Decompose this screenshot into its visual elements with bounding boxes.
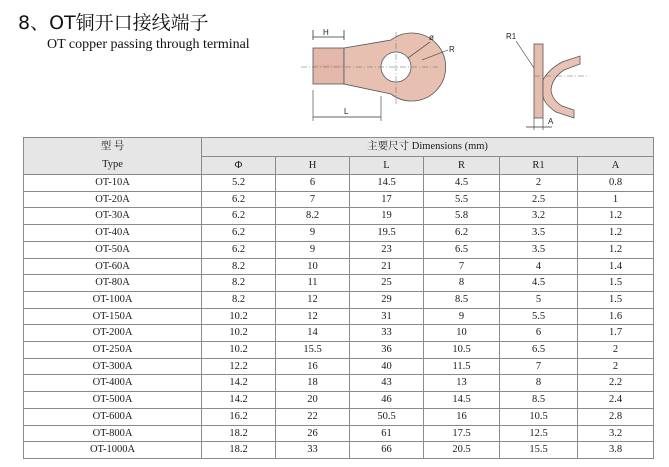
dim-label-r: R bbox=[449, 45, 455, 54]
value-cell: 2.2 bbox=[578, 375, 654, 392]
dim-label-r1: R1 bbox=[506, 32, 517, 41]
value-cell: 2.8 bbox=[578, 408, 654, 425]
value-cell: 8.5 bbox=[500, 392, 578, 409]
value-cell: 14.2 bbox=[202, 375, 276, 392]
value-cell: 10.5 bbox=[424, 342, 500, 359]
value-cell: 36 bbox=[350, 342, 424, 359]
value-cell: 33 bbox=[350, 325, 424, 342]
column-header-r1: R1 bbox=[500, 157, 578, 175]
value-cell: 21 bbox=[350, 258, 424, 275]
page-title-cn: 8、OT铜开口接线端子 bbox=[18, 12, 209, 34]
value-cell: 6.2 bbox=[424, 225, 500, 242]
column-header-h: H bbox=[276, 157, 350, 175]
type-cell: OT-600A bbox=[24, 408, 202, 425]
type-cell: OT-10A bbox=[24, 175, 202, 192]
value-cell: 2 bbox=[578, 342, 654, 359]
table-row bbox=[24, 425, 654, 442]
value-cell: 1.4 bbox=[578, 258, 654, 275]
value-cell: 19.5 bbox=[350, 225, 424, 242]
value-cell: 8.2 bbox=[202, 258, 276, 275]
table-row bbox=[24, 175, 654, 192]
value-cell: 4.5 bbox=[424, 175, 500, 192]
value-cell: 8.2 bbox=[202, 291, 276, 308]
value-cell: 1.5 bbox=[578, 291, 654, 308]
type-cell: OT-60A bbox=[24, 258, 202, 275]
table-row bbox=[24, 275, 654, 292]
column-header-l: L bbox=[350, 157, 424, 175]
value-cell: 6 bbox=[276, 175, 350, 192]
value-cell: 1.2 bbox=[578, 225, 654, 242]
value-cell: 15.5 bbox=[500, 442, 578, 459]
value-cell: 6.2 bbox=[202, 208, 276, 225]
value-cell: 3.8 bbox=[578, 442, 654, 459]
value-cell: 5.2 bbox=[202, 175, 276, 192]
value-cell: 4 bbox=[500, 258, 578, 275]
value-cell: 12 bbox=[276, 308, 350, 325]
value-cell: 5 bbox=[500, 291, 578, 308]
value-cell: 14 bbox=[276, 325, 350, 342]
value-cell: 0.8 bbox=[578, 175, 654, 192]
value-cell: 6.5 bbox=[424, 241, 500, 258]
table-row bbox=[24, 358, 654, 375]
value-cell: 6.2 bbox=[202, 191, 276, 208]
value-cell: 40 bbox=[350, 358, 424, 375]
value-cell: 11 bbox=[276, 275, 350, 292]
value-cell: 12 bbox=[276, 291, 350, 308]
terminal-side-view-drawing bbox=[504, 30, 594, 132]
table-row bbox=[24, 208, 654, 225]
value-cell: 43 bbox=[350, 375, 424, 392]
type-header-cn: 型 号 bbox=[100, 141, 125, 152]
table-row bbox=[24, 375, 654, 392]
value-cell: 17.5 bbox=[424, 425, 500, 442]
value-cell: 33 bbox=[276, 442, 350, 459]
value-cell: 1.7 bbox=[578, 325, 654, 342]
value-cell: 6.5 bbox=[500, 342, 578, 359]
value-cell: 3.2 bbox=[500, 208, 578, 225]
table-row bbox=[24, 308, 654, 325]
table-row bbox=[24, 225, 654, 242]
column-header-a: A bbox=[578, 157, 654, 175]
value-cell: 18.2 bbox=[202, 442, 276, 459]
value-cell: 10.2 bbox=[202, 342, 276, 359]
type-cell: OT-1000A bbox=[24, 442, 202, 459]
value-cell: 8.2 bbox=[276, 208, 350, 225]
type-cell: OT-150A bbox=[24, 308, 202, 325]
value-cell: 3.5 bbox=[500, 241, 578, 258]
value-cell: 1.6 bbox=[578, 308, 654, 325]
value-cell: 14.5 bbox=[350, 175, 424, 192]
value-cell: 20 bbox=[276, 392, 350, 409]
value-cell: 66 bbox=[350, 442, 424, 459]
value-cell: 17 bbox=[350, 191, 424, 208]
value-cell: 5.8 bbox=[424, 208, 500, 225]
value-cell: 10.5 bbox=[500, 408, 578, 425]
value-cell: 12.2 bbox=[202, 358, 276, 375]
dim-label-l: L bbox=[344, 107, 349, 116]
value-cell: 1 bbox=[578, 191, 654, 208]
value-cell: 3.5 bbox=[500, 225, 578, 242]
value-cell: 8 bbox=[500, 375, 578, 392]
column-header-r: R bbox=[424, 157, 500, 175]
value-cell: 50.5 bbox=[350, 408, 424, 425]
value-cell: 12.5 bbox=[500, 425, 578, 442]
value-cell: 1.2 bbox=[578, 241, 654, 258]
value-cell: 20.5 bbox=[424, 442, 500, 459]
value-cell: 2.5 bbox=[500, 191, 578, 208]
value-cell: 10 bbox=[424, 325, 500, 342]
value-cell: 1.2 bbox=[578, 208, 654, 225]
value-cell: 6 bbox=[500, 325, 578, 342]
type-cell: OT-300A bbox=[24, 358, 202, 375]
type-cell: OT-20A bbox=[24, 191, 202, 208]
value-cell: 46 bbox=[350, 392, 424, 409]
value-cell: 9 bbox=[424, 308, 500, 325]
value-cell: 6.2 bbox=[202, 225, 276, 242]
value-cell: 10.2 bbox=[202, 308, 276, 325]
type-column-header bbox=[24, 138, 202, 175]
value-cell: 29 bbox=[350, 291, 424, 308]
value-cell: 8.2 bbox=[202, 275, 276, 292]
value-cell: 18 bbox=[276, 375, 350, 392]
type-cell: OT-40A bbox=[24, 225, 202, 242]
value-cell: 7 bbox=[500, 358, 578, 375]
value-cell: 2 bbox=[500, 175, 578, 192]
type-cell: OT-400A bbox=[24, 375, 202, 392]
value-cell: 6.2 bbox=[202, 241, 276, 258]
value-cell: 10 bbox=[276, 258, 350, 275]
type-cell: OT-800A bbox=[24, 425, 202, 442]
value-cell: 19 bbox=[350, 208, 424, 225]
value-cell: 22 bbox=[276, 408, 350, 425]
value-cell: 16 bbox=[276, 358, 350, 375]
terminal-front-view-drawing bbox=[296, 26, 486, 126]
table-row bbox=[24, 291, 654, 308]
type-cell: OT-200A bbox=[24, 325, 202, 342]
value-cell: 18.2 bbox=[202, 425, 276, 442]
value-cell: 25 bbox=[350, 275, 424, 292]
table-row bbox=[24, 191, 654, 208]
value-cell: 14.2 bbox=[202, 392, 276, 409]
type-cell: OT-30A bbox=[24, 208, 202, 225]
value-cell: 3.2 bbox=[578, 425, 654, 442]
table-row bbox=[24, 342, 654, 359]
column-header-phi: Φ bbox=[202, 157, 276, 175]
value-cell: 23 bbox=[350, 241, 424, 258]
dim-label-phi: ø bbox=[429, 33, 434, 42]
value-cell: 8.5 bbox=[424, 291, 500, 308]
type-cell: OT-50A bbox=[24, 241, 202, 258]
dimensions-table bbox=[23, 137, 654, 459]
value-cell: 11.5 bbox=[424, 358, 500, 375]
value-cell: 4.5 bbox=[500, 275, 578, 292]
value-cell: 5.5 bbox=[500, 308, 578, 325]
table-row bbox=[24, 258, 654, 275]
type-cell: OT-100A bbox=[24, 291, 202, 308]
value-cell: 15.5 bbox=[276, 342, 350, 359]
value-cell: 16 bbox=[424, 408, 500, 425]
value-cell: 61 bbox=[350, 425, 424, 442]
table-row bbox=[24, 442, 654, 459]
table-row bbox=[24, 392, 654, 409]
value-cell: 14.5 bbox=[424, 392, 500, 409]
type-cell: OT-250A bbox=[24, 342, 202, 359]
value-cell: 31 bbox=[350, 308, 424, 325]
dimensions-group-header: 主要尺寸 Dimensions (mm) bbox=[202, 138, 654, 157]
value-cell: 9 bbox=[276, 225, 350, 242]
table-row bbox=[24, 241, 654, 258]
table-row bbox=[24, 408, 654, 425]
value-cell: 26 bbox=[276, 425, 350, 442]
value-cell: 7 bbox=[424, 258, 500, 275]
value-cell: 5.5 bbox=[424, 191, 500, 208]
value-cell: 10.2 bbox=[202, 325, 276, 342]
value-cell: 1.5 bbox=[578, 275, 654, 292]
page-title-en: OT copper passing through terminal bbox=[47, 37, 250, 52]
value-cell: 2.4 bbox=[578, 392, 654, 409]
value-cell: 13 bbox=[424, 375, 500, 392]
value-cell: 2 bbox=[578, 358, 654, 375]
dim-label-h: H bbox=[323, 28, 329, 37]
type-cell: OT-80A bbox=[24, 275, 202, 292]
value-cell: 8 bbox=[424, 275, 500, 292]
value-cell: 7 bbox=[276, 191, 350, 208]
value-cell: 16.2 bbox=[202, 408, 276, 425]
value-cell: 9 bbox=[276, 241, 350, 258]
type-cell: OT-500A bbox=[24, 392, 202, 409]
table-row bbox=[24, 325, 654, 342]
dim-label-a: A bbox=[548, 117, 554, 126]
type-header-en: Type bbox=[102, 159, 123, 170]
